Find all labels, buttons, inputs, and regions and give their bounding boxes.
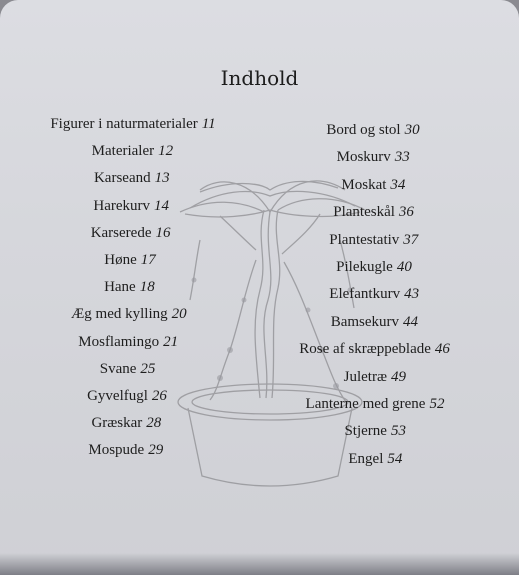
toc-entry-label: Bamsekurv bbox=[330, 313, 400, 330]
toc-entry bbox=[329, 286, 419, 303]
toc-entry bbox=[87, 388, 167, 405]
toc-entry-label: Hane bbox=[104, 279, 136, 296]
toc-entry-label: Karserede bbox=[90, 224, 152, 241]
toc-entry-label: Moskurv bbox=[336, 149, 391, 166]
toc-entry-label: Plantestativ bbox=[329, 231, 400, 248]
toc-entry-page: 54 bbox=[387, 450, 403, 467]
toc-entry-label: Moskat bbox=[341, 176, 387, 193]
toc-entry bbox=[299, 341, 450, 358]
toc-entry-page: 17 bbox=[140, 252, 156, 268]
toc-entry bbox=[91, 415, 161, 432]
toc-entry-label: Svane bbox=[99, 360, 137, 377]
toc-entry-label: Figurer i naturmaterialer bbox=[50, 116, 198, 132]
toc-entry-page: 11 bbox=[201, 116, 216, 132]
toc-entry-label: Karseand bbox=[93, 170, 151, 187]
toc-entry bbox=[326, 122, 419, 139]
toc-entry-label: Lanterne med grene bbox=[305, 396, 426, 412]
toc-entry-label: Engel bbox=[348, 450, 384, 467]
toc-entry-label: Harekurv bbox=[93, 197, 151, 214]
toc-entry bbox=[104, 252, 156, 269]
toc-entry-label: Stjerne bbox=[344, 423, 387, 440]
toc-entry bbox=[337, 149, 410, 166]
toc-entry bbox=[104, 279, 155, 296]
toc-entry bbox=[341, 177, 405, 194]
toc-entry-page: 14 bbox=[154, 197, 170, 214]
toc-entry-label: Juletræ bbox=[343, 368, 387, 385]
toc-entry bbox=[344, 369, 406, 386]
toc-entry-label: Pilekugle bbox=[336, 259, 393, 275]
toc-entry-page: 18 bbox=[139, 279, 155, 296]
toc-entry bbox=[50, 116, 215, 133]
page-title: Indhold bbox=[220, 66, 299, 90]
toc-entry bbox=[92, 143, 173, 160]
toc-entry-label: Elefantkurv bbox=[329, 286, 401, 303]
toc-entry bbox=[336, 259, 412, 276]
toc-entry bbox=[344, 423, 406, 440]
toc-entry-page: 25 bbox=[140, 360, 156, 377]
toc-entry bbox=[94, 170, 170, 187]
toc-entry-label: Græskar bbox=[91, 415, 143, 432]
toc-entry-page: 26 bbox=[151, 388, 167, 404]
toc-entry-page: 21 bbox=[163, 333, 179, 350]
toc-entry-page: 49 bbox=[390, 368, 406, 385]
toc-entry-label: Mosflamingo bbox=[78, 333, 160, 350]
toc-entry bbox=[348, 451, 402, 468]
toc-entry-page: 43 bbox=[404, 286, 420, 303]
toc-entry-page: 37 bbox=[403, 231, 419, 248]
toc-entry-page: 20 bbox=[171, 306, 187, 323]
toc-entry-label: Materialer bbox=[91, 143, 155, 160]
toc-entry-label: Mospude bbox=[88, 442, 145, 459]
toc-entry-page: 46 bbox=[434, 341, 450, 358]
toc-entry-page: 36 bbox=[398, 204, 414, 221]
toc-entry bbox=[331, 314, 418, 331]
toc-entry-page: 16 bbox=[155, 224, 171, 241]
toc-entry bbox=[333, 204, 414, 221]
toc-entry bbox=[91, 225, 171, 242]
toc-entry-page: 30 bbox=[404, 122, 420, 138]
toc-entry-page: 33 bbox=[394, 149, 410, 166]
toc-entry-page: 28 bbox=[146, 415, 162, 432]
toc-entry-page: 29 bbox=[148, 442, 164, 459]
toc-entry bbox=[78, 334, 178, 351]
toc-entry-label: Høne bbox=[104, 252, 137, 268]
toc-entry bbox=[329, 232, 418, 249]
toc-entry-page: 40 bbox=[396, 259, 412, 275]
toc-entry-label: Rose af skræppeblade bbox=[299, 341, 431, 358]
toc-entry-page: 44 bbox=[403, 313, 419, 330]
toc-entry-label: Planteskål bbox=[333, 204, 395, 221]
toc-entry-page: 12 bbox=[158, 143, 174, 160]
toc-entry-label: Gyvelfugl bbox=[87, 388, 148, 404]
toc-entry-page: 52 bbox=[429, 396, 445, 412]
toc-entry bbox=[306, 396, 445, 413]
toc-entry bbox=[93, 198, 169, 215]
toc-entry bbox=[88, 442, 163, 459]
toc-entry-label: Æg med kylling bbox=[70, 306, 168, 323]
toc-entry-page: 13 bbox=[154, 170, 170, 187]
toc-entry-page: 34 bbox=[390, 176, 406, 193]
toc-entry-page: 53 bbox=[390, 423, 406, 440]
toc-entry-label: Bord og stol bbox=[326, 122, 401, 138]
toc-entry bbox=[100, 361, 156, 378]
toc-entry bbox=[71, 306, 187, 323]
